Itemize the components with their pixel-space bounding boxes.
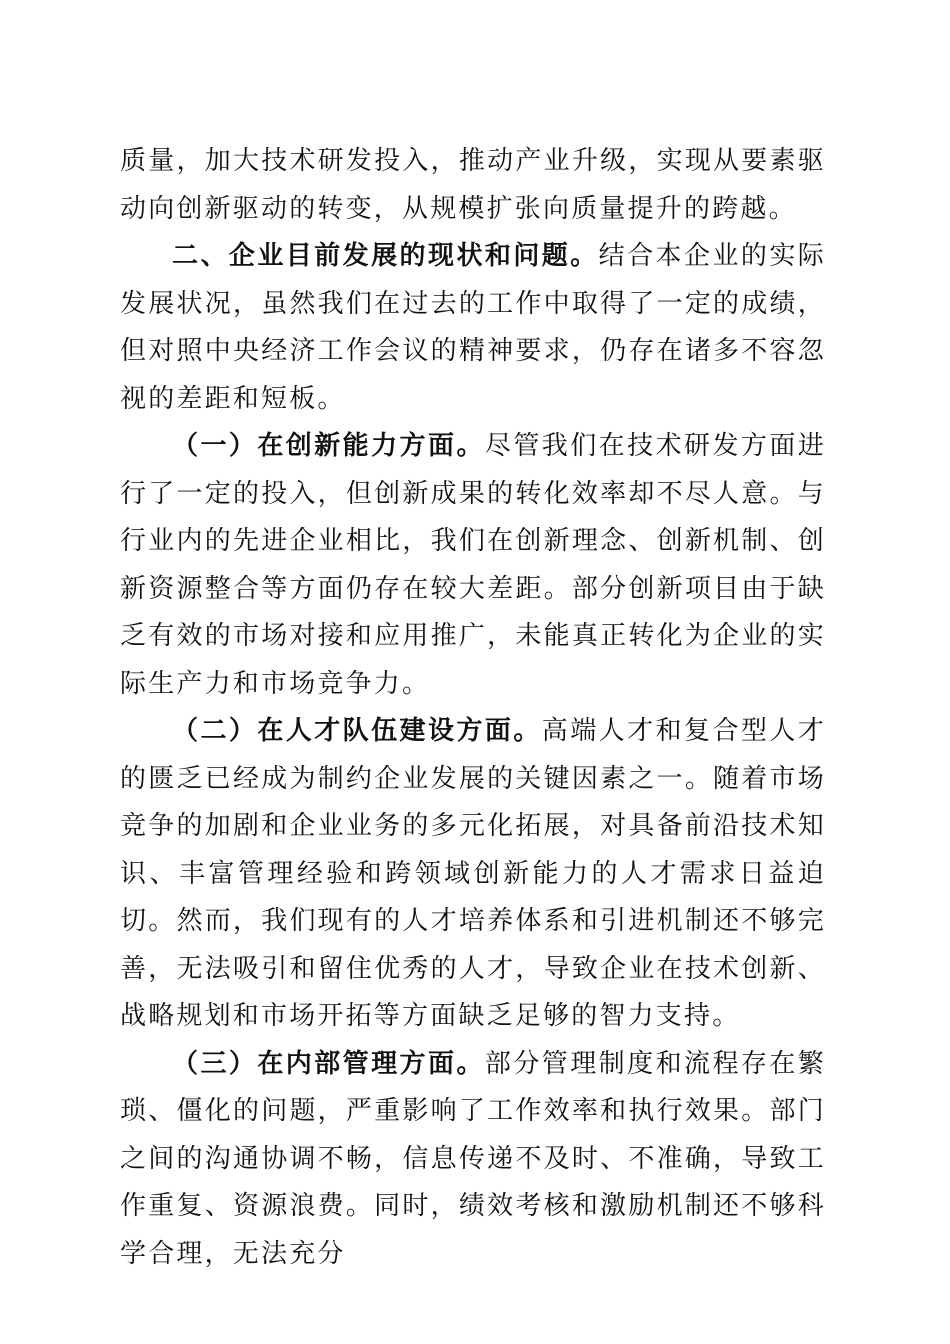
subsection-heading: （一）在创新能力方面。 xyxy=(172,431,485,461)
paragraph-management xyxy=(120,1041,826,1279)
document-body xyxy=(120,138,826,1278)
paragraph-talent xyxy=(120,708,826,1041)
paragraph-section-two xyxy=(120,233,826,423)
paragraph-text: 结合本企业的实际发展状况，虽然我们在过去的工作中取得了一定的成绩，但对照中央经济工作会议的精神要求，仍存在诸多不容忽视的差距和短板。 xyxy=(120,241,826,414)
paragraph-text: 部分管理制度和流程存在繁琐、僵化的问题，严重影响了工作效率和执行效果。部门之间的沟通协调不畅，信息传递不及时、不准确，导致工作重复、资源浪费。同时，绩效考核和激励机制还不够科学合理，无法充分 xyxy=(120,1048,827,1269)
paragraph-text: 高端人才和复合型人才的匮乏已经成为制约企业发展的关键因素之一。随着市场竞争的加剧和企业业务的多元化拓展，对具备前沿技术知识、丰富管理经验和跨领域创新能力的人才需求日益迫切。然而，我们现有的人才培养体系和引进机制还不够完善，无法吸引和留住优秀的人才，导致企业在技术创新、战略规划和市场开拓等方面缺乏足够的智力支持。 xyxy=(120,716,826,1031)
paragraph-text: 质量，加大技术研发投入，推动产业升级，实现从要素驱动向创新驱动的转变，从规模扩张向质量提升的跨越。 xyxy=(120,146,826,224)
subsection-heading: （二）在人才队伍建设方面。 xyxy=(172,716,542,746)
section-heading: 二、企业目前发展的现状和问题。 xyxy=(172,241,599,271)
subsection-heading: （三）在内部管理方面。 xyxy=(172,1048,485,1079)
paragraph-text: 尽管我们在技术研发方面进行了一定的投入，但创新成果的转化效率却不尽人意。与行业内的先进企业相比，我们在创新理念、创新机制、创新资源整合等方面仍存在较大差距。部分创新项目由于缺乏有效的市场对接和应用推广，未能真正转化为企业的实际生产力和市场竞争力。 xyxy=(120,431,827,699)
paragraph-innovation xyxy=(120,423,826,708)
paragraph-continuation xyxy=(120,138,826,233)
